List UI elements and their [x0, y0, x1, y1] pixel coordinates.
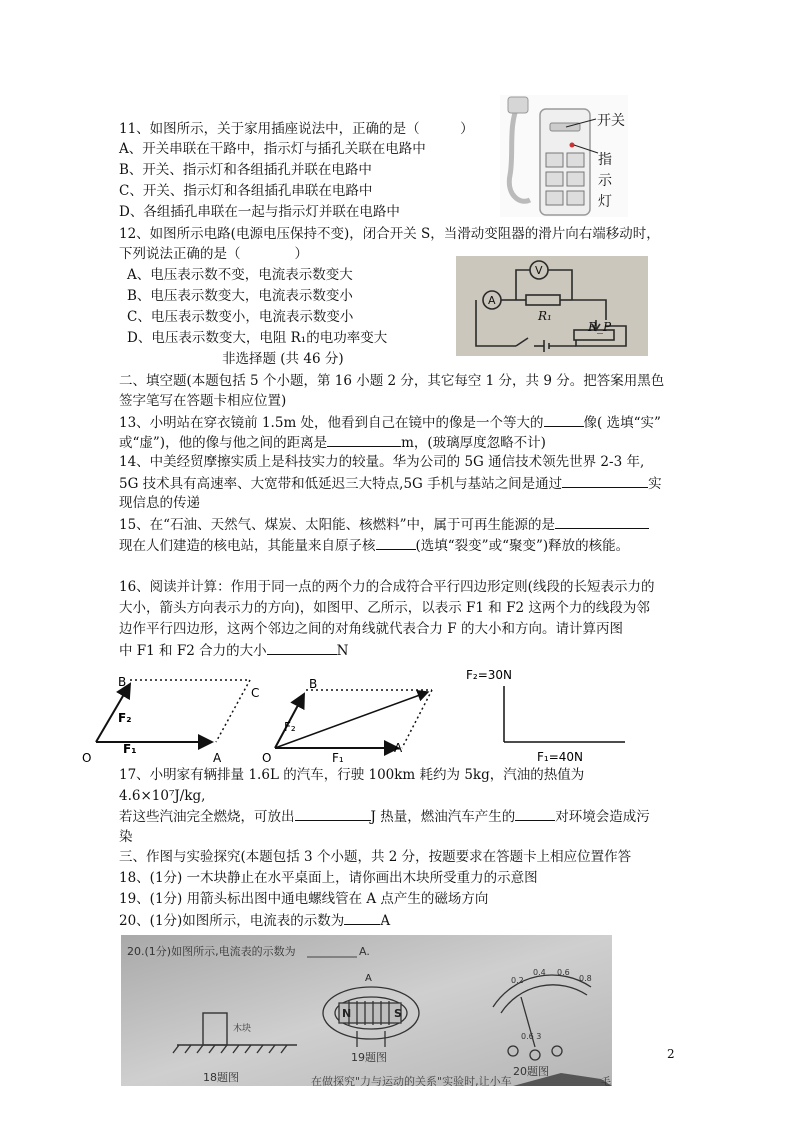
q13-text-b: 像( 选填“实”: [583, 415, 661, 431]
q11-option-a: A、开关串联在干路中，指示灯与插孔关联在电路中: [119, 141, 426, 157]
photo-meter-terminals: 0.6 3: [521, 1032, 542, 1041]
scanned-figures-photo: [121, 935, 612, 1086]
fig1-label-c: C: [251, 686, 260, 700]
q13-text-c: 或“虚”)，他的像与他之间的距离是: [119, 435, 328, 451]
fig3-label-f1: F₁=40N: [537, 750, 584, 764]
photo-fig20-caption: 20题图: [513, 1065, 549, 1078]
fig1-label-f2: F₂: [118, 711, 132, 725]
photo-meter-tick-4: 0.8: [579, 974, 592, 983]
q11-option-b: B、开关、指示灯和各组插孔并联在电路中: [119, 162, 372, 178]
photo-fig19-caption: 19题图: [351, 1051, 387, 1064]
q14-text-b: 实: [648, 476, 662, 492]
photo-point-a: A: [365, 973, 372, 984]
photo-header-unit: A.: [359, 945, 370, 958]
q20-line: [119, 911, 390, 930]
q15-text-a: 15、在“石油、天然气、煤炭、太阳能、核燃料”中，属于可再生能源的是: [119, 517, 555, 533]
q17-text-b: J 热量，燃油汽车产生的: [370, 809, 516, 825]
fig2-label-b: B: [309, 677, 318, 691]
q19-text: 19、(1分) 用箭头标出图中通电螺线管在 A 点产生的磁场方向: [119, 891, 489, 907]
q12-stem-line2: 下列说法正确的是（ ）: [119, 246, 308, 262]
q16-text-b: N: [336, 643, 349, 659]
q17-blank-2[interactable]: [515, 807, 555, 821]
q11-stem: 11、如图所示，关于家用插座说法中，正确的是（ ）: [119, 121, 474, 137]
q20-text: 20、(1分)如图所示，电流表的示数为: [119, 913, 345, 929]
photo-bottom-right: 毛: [601, 1077, 611, 1086]
label-indicator-3: 灯: [598, 194, 612, 210]
photo-meter-tick-2: 0.4: [533, 968, 546, 977]
label-switch: 开关: [597, 113, 625, 129]
photo-meter-tick-1: 0.2: [511, 976, 524, 985]
q12-option-a: A、电压表示数不变，电流表示数变大: [127, 267, 353, 283]
non-choice-heading: 非选择题 (共 46 分): [222, 351, 344, 367]
circuit-label-a: A: [488, 294, 496, 307]
q17-line4: 染: [119, 829, 133, 845]
photo-meter-tick-3: 0.6: [557, 968, 570, 977]
q17-text-a: 若这些汽油完全燃烧，可放出: [119, 809, 295, 825]
q15-text-b: 现在人们建造的核电站，其能量来自原子核: [119, 538, 376, 554]
fig1-label-o: O: [82, 751, 92, 765]
q16-line3: 边作平行四边形，这两个邻边之间的对角线就代表合力 F 的大小和方向。请计算丙图: [119, 621, 623, 637]
section2-line1: 二、填空题(本题包括 5 个小题，第 16 小题 2 分，其它每空 1 分，共 9 分。把答案用黑色: [119, 373, 665, 389]
photo-bottom-text: 在做探究"力与运动的关系"实验时,让小车: [311, 1075, 512, 1086]
parallelogram-figure-1: [82, 675, 259, 765]
label-indicator-2: 示: [598, 173, 612, 189]
q12-option-d: D、电压表示数变大，电阻 R₁的电功率变大: [127, 330, 388, 346]
fig2-label-o: O: [262, 751, 272, 765]
q12-stem-line1: 12、如图所示电路(电源电压保持不变)，闭合开关 S，当滑动变阻器的滑片向右端移动时，: [119, 226, 660, 242]
q14-text-a: 5G 技术具有高速率、大宽带和低延迟三大特点,5G 手机与基站之间是通过: [119, 476, 563, 492]
q13-text-a: 13、小明站在穿衣镜前 1.5m 处，他看到自己在镜中的像是一个等大的: [119, 415, 544, 431]
label-indicator-1: 指: [598, 152, 612, 168]
q20-unit: A: [380, 913, 391, 929]
photo-solenoid-n: N: [342, 1007, 352, 1020]
q11-option-c: C、开关、指示灯和各组插孔串联在电路中: [119, 183, 373, 199]
q17-blank-1[interactable]: [295, 807, 371, 821]
circuit-label-r1: R₁: [538, 309, 552, 323]
fig1-label-a: A: [213, 751, 222, 765]
section3-heading: 三、作图与实验探究(本题包括 3 个小题，共 2 分，按题要求在答题卡上相应位置作答: [119, 849, 632, 865]
q16-text-a: 中 F1 和 F2 合力的大小: [119, 643, 267, 659]
page-number: 2: [667, 1047, 675, 1061]
q16-line2: 大小，箭头方向表示力的方向)，如图甲、乙所示，以表示 F1 和 F2 这两个力的线段为邻: [119, 600, 650, 616]
fig2-label-f2: F₂: [284, 720, 296, 734]
q12-option-b: B、电压表示数变大，电流表示数变小: [127, 288, 353, 304]
q14-line3: 现信息的传递: [119, 495, 200, 511]
q18-text: 18、(1分) 一木块静止在水平桌面上，请你画出木块所受重力的示意图: [119, 870, 538, 886]
photo-block-label: 木块: [233, 1024, 252, 1034]
photo-header: 20.(1分)如图所示,电流表的示数为: [127, 945, 296, 958]
photo-solenoid-s: S: [394, 1007, 402, 1020]
q20-blank[interactable]: [344, 911, 380, 925]
q15-text-c: (选填“裂变”或“聚变”)释放的核能。: [415, 538, 630, 554]
fig1-label-f1: F₁: [123, 742, 137, 756]
q13-text-d: m，(玻璃厚度忽略不计): [401, 435, 546, 451]
fig2-label-f1: F₁: [332, 751, 344, 765]
q12-option-c: C、电压表示数变小，电流表示数变小: [127, 309, 354, 325]
q11-option-d: D、各组插孔串联在一起与指示灯并联在电路中: [119, 204, 400, 220]
q17-text-c: 对环境会造成污: [555, 809, 650, 825]
force-figure-3: [466, 668, 625, 764]
fig1-label-b: B: [118, 675, 127, 689]
q17-line2: 4.6×10⁷J/kg,: [119, 788, 206, 804]
q14-line1: 14、中美经贸摩擦实质上是科技实力的较量。华为公司的 5G 通信技术领先世界 2-3 年,: [119, 454, 645, 470]
fig3-label-f2: F₂=30N: [466, 668, 513, 682]
parallelogram-figure-2: [262, 677, 432, 765]
circuit-label-v: V: [535, 264, 543, 277]
fig2-label-a: A: [394, 741, 403, 755]
circuit-label-rp: R_P: [588, 320, 612, 334]
q17-line1: 17、小明家有辆排量 1.6L 的汽车，行驶 100km 耗约为 5kg，汽油的热值为: [119, 767, 585, 783]
photo-fig18-caption: 18题图: [203, 1071, 239, 1084]
section2-line2: 签字笔写在答题卡相应位置): [119, 393, 287, 409]
q17-line3: [119, 807, 650, 826]
q16-line1: 16、阅读并计算：作用于同一点的两个力的合成符合平行四边形定则(线段的长短表示力的: [119, 579, 655, 595]
